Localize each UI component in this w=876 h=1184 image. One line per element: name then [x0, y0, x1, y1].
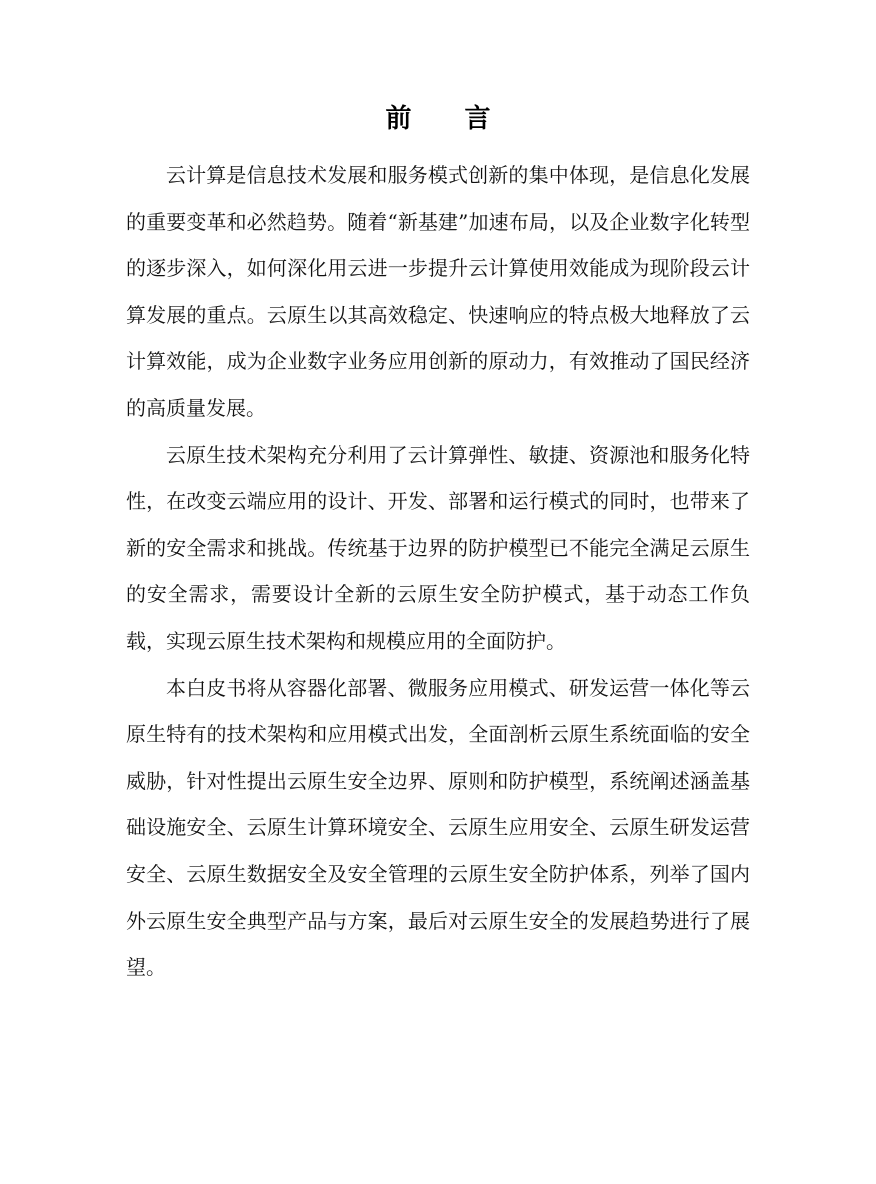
paragraph-3: 本白皮书将从容器化部署、微服务应用模式、研发运营一体化等云原生特有的技术架构和应用模式出发，全面剖析云原生系统面临的安全威胁，针对性提出云原生安全边界、原则和防护模型，系统阐述涵盖基础设施安全、云原生计算环境安全、云原生应用安全、云原生研发运营安全、云原生数据安全及安全管理的云原生安全防护体系，列举了国内外云原生安全典型产品与方案，最后对云原生安全的发展趋势进行了展望。	[126, 675, 750, 980]
paragraph-2: 云原生技术架构充分利用了云计算弹性、敏捷、资源池和服务化特性，在改变云端应用的设计、开发、部署和运行模式的同时，也带来了新的安全需求和挑战。传统基于边界的防护模型已不能完全满足云原生的安全需求，需要设计全新的云原生安全防护模式，基于动态工作负载，实现云原生技术架构和规模应用的全面防护。	[126, 442, 750, 653]
paragraph-1: 云计算是信息技术发展和服务模式创新的集中体现，是信息化发展的重要变革和必然趋势。随着“新基建”加速布局，以及企业数字化转型的逐步深入，如何深化用云进一步提升云计算使用效能成为现阶段云计算发展的重点。云原生以其高效稳定、快速响应的特点极大地释放了云计算效能，成为企业数字业务应用创新的原动力，有效推动了国民经济的高质量发展。	[126, 163, 750, 420]
page-title: 前 言	[385, 104, 513, 134]
body-text	[126, 152, 750, 991]
